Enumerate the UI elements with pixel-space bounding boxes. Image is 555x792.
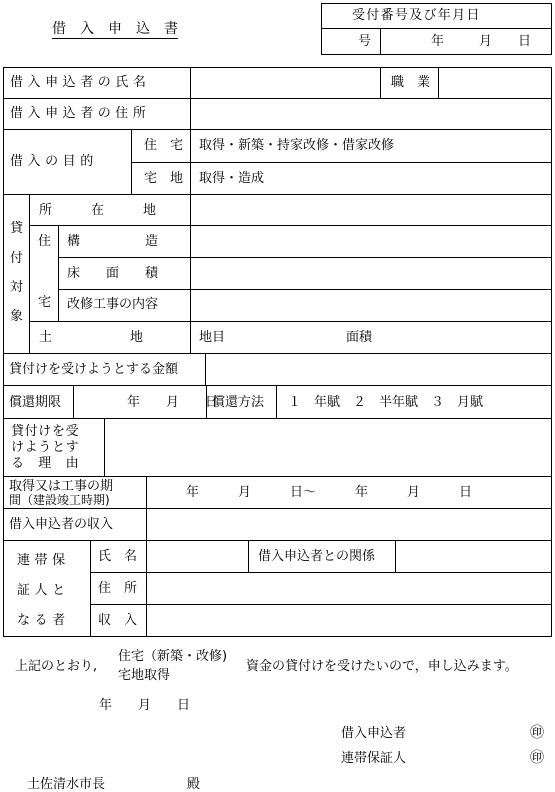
reception-header: 受付番号及び年月日 bbox=[352, 8, 481, 23]
reception-month: 月 bbox=[479, 34, 493, 49]
guarantor-label-1: 連帯保 bbox=[17, 553, 70, 568]
repay-period-label: 償還期限 bbox=[9, 395, 62, 410]
repay-date: 年 月 日 bbox=[127, 395, 219, 410]
applicant-address-field[interactable] bbox=[191, 99, 551, 129]
guarantor-relation-label: 借入申込者との関係 bbox=[258, 549, 376, 564]
guarantor-signature-label: 連帯保証人 bbox=[341, 751, 407, 766]
form-title: 借 入 申 込 書 bbox=[52, 21, 178, 37]
applicant-address-label: 借入申込者の住所 bbox=[10, 106, 151, 121]
guarantor-income-field[interactable] bbox=[147, 605, 551, 636]
applicant-seal-icon: ㊞ bbox=[530, 725, 544, 741]
guarantor-label-3: なる者 bbox=[17, 613, 70, 628]
guarantor-name-label: 氏 名 bbox=[98, 549, 138, 564]
statement-suffix: 資金の貸付けを受けたいので，申し込みます。 bbox=[246, 659, 518, 674]
repay-method-label: 償還方法 bbox=[212, 395, 265, 410]
amount-field[interactable] bbox=[206, 354, 551, 385]
reason-label-3: る 理 由 bbox=[11, 456, 80, 471]
land-area-label: 面積 bbox=[346, 330, 373, 345]
applicant-name-label: 借入申込者の氏名 bbox=[10, 75, 151, 90]
guarantor-address-label: 住 所 bbox=[98, 581, 138, 596]
application-date: 年 月 日 bbox=[99, 698, 191, 713]
location-field[interactable] bbox=[191, 195, 551, 225]
repay-method-options: １ 年賦 ２ 半年賦 ３ 月賦 bbox=[288, 395, 484, 410]
guarantor-seal-icon: ㊞ bbox=[530, 750, 544, 766]
purpose-label: 借入の目的 bbox=[10, 154, 98, 169]
occupation-label: 職 業 bbox=[391, 75, 431, 90]
amount-label: 貸付けを受けようとする金額 bbox=[9, 362, 179, 377]
honorific: 殿 bbox=[187, 777, 201, 792]
land-label: 土 地 bbox=[39, 330, 144, 345]
renovation-field[interactable] bbox=[191, 290, 551, 321]
guarantor-address-field[interactable] bbox=[147, 573, 551, 604]
guarantor-name-field[interactable] bbox=[147, 541, 247, 572]
floor-area-field[interactable] bbox=[191, 258, 551, 289]
period-label-1: 取得又は工事の期 bbox=[9, 479, 114, 494]
structure-label: 構 造 bbox=[67, 234, 159, 249]
period-dates: 年 月 日〜 年 月 日 bbox=[186, 485, 473, 500]
land-category-label: 地目 bbox=[199, 330, 226, 345]
applicant-name-field[interactable] bbox=[191, 68, 379, 98]
reason-field[interactable] bbox=[105, 419, 551, 476]
applicant-signature-label: 借入申込者 bbox=[341, 726, 407, 741]
floor-area-label: 床 面 積 bbox=[67, 266, 159, 281]
target-label-2: 付 bbox=[10, 251, 24, 266]
reception-year: 年 bbox=[431, 34, 445, 49]
target-label-1: 貸 bbox=[10, 221, 24, 236]
period-label-2: 間（建設竣工時期) bbox=[9, 493, 110, 507]
house-label-1: 住 bbox=[38, 234, 52, 249]
income-label: 借入申込者の収入 bbox=[9, 517, 114, 532]
target-label-3: 対 bbox=[10, 280, 24, 295]
income-field[interactable] bbox=[147, 509, 551, 540]
purpose-land-options: 取得・造成 bbox=[199, 171, 265, 186]
guarantor-label-2: 証人と bbox=[17, 583, 70, 598]
target-label-4: 象 bbox=[10, 309, 24, 324]
purpose-house-options: 取得・新築・持家改修・借家改修 bbox=[199, 138, 395, 153]
statement-option-house: 住宅（新築・改修) bbox=[118, 649, 228, 664]
guarantor-relation-field[interactable] bbox=[396, 541, 551, 572]
purpose-land-label: 宅 地 bbox=[144, 171, 184, 186]
house-label-2: 宅 bbox=[38, 295, 52, 310]
statement-option-land: 宅地取得 bbox=[118, 668, 171, 683]
renovation-label: 改修工事の内容 bbox=[67, 297, 159, 312]
occupation-field[interactable] bbox=[439, 68, 551, 98]
reason-label-2: けようとす bbox=[11, 440, 80, 455]
statement-prefix: 上記のとおり, bbox=[15, 659, 98, 674]
structure-field[interactable] bbox=[191, 226, 551, 257]
reception-go: 号 bbox=[358, 34, 372, 49]
reception-day: 日 bbox=[518, 34, 532, 49]
location-label: 所 在 地 bbox=[39, 203, 157, 218]
reason-label-1: 貸付けを受 bbox=[11, 424, 80, 439]
purpose-house-label: 住 宅 bbox=[144, 138, 184, 153]
addressee: 土佐清水市長 bbox=[27, 777, 106, 792]
guarantor-income-label: 収 入 bbox=[98, 613, 138, 628]
